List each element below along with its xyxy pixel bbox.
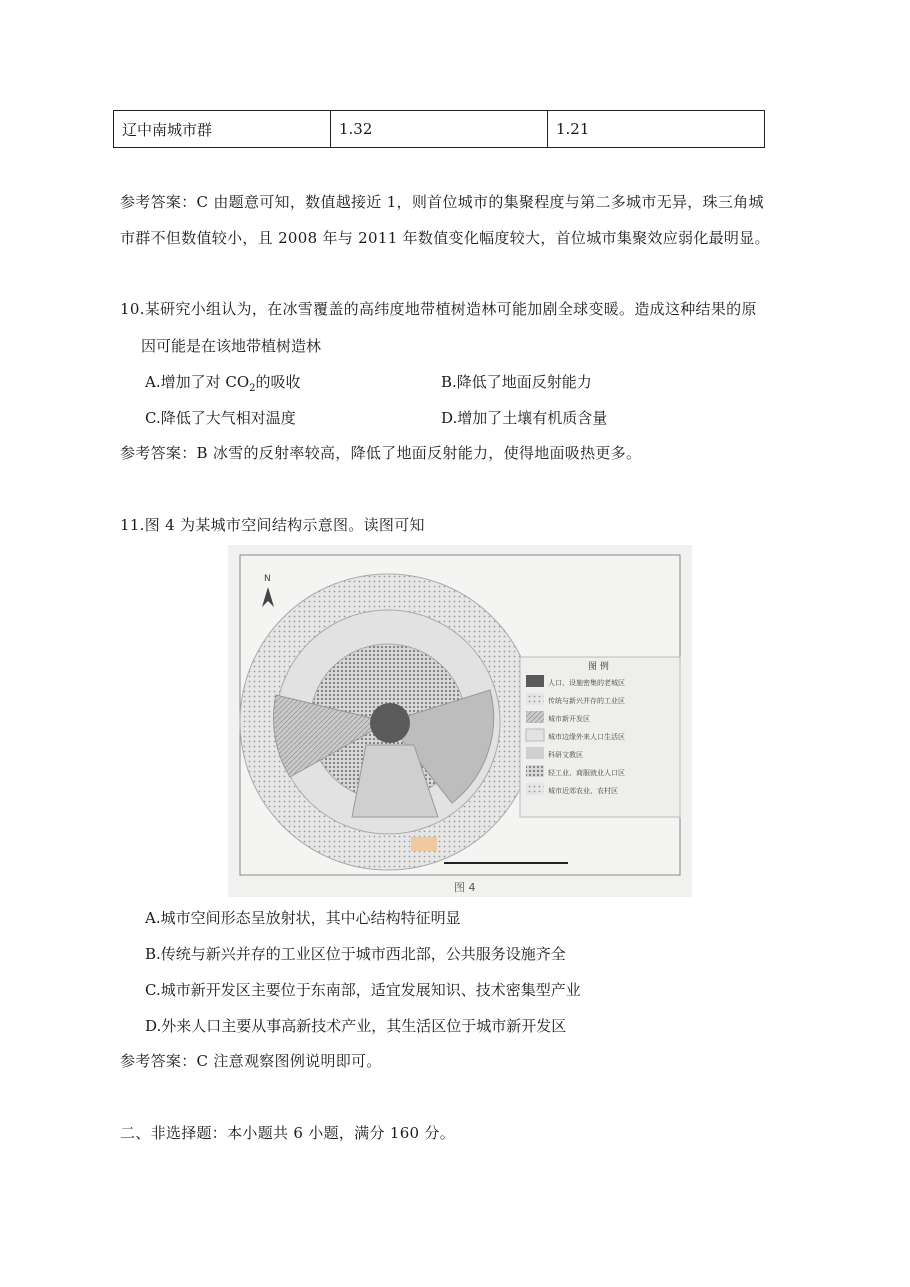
data-table <box>113 110 765 148</box>
table-cell-name: 辽中南城市群 <box>114 111 331 148</box>
q11-option-a: A.城市空间形态呈放射状，其中心结构特征明显 <box>145 909 461 927</box>
legend-swatch-2 <box>526 693 544 705</box>
q11-stem: 11.图 4 为某城市空间结构示意图。读图可知 <box>120 516 425 534</box>
q10-option-b: B.降低了地面反射能力 <box>441 373 592 391</box>
zone-old-city <box>370 703 410 743</box>
legend-swatch-5 <box>526 747 544 759</box>
q10-option-a-pre: A.增加了对 CO <box>145 373 250 391</box>
section2-heading: 二、非选择题：本小题共 6 小题，满分 160 分。 <box>120 1124 456 1142</box>
legend-label-2: 传统与新兴并存的工业区 <box>548 697 625 705</box>
city-structure-map <box>228 545 692 897</box>
q10-stem-line1: 10.某研究小组认为，在冰雪覆盖的高纬度地带植树造林可能加剧全球变暖。造成这种结果的原 <box>120 300 757 318</box>
q10-stem-line2: 因可能是在该地带植树造林 <box>141 337 322 355</box>
legend-label-4: 城市边缘外来人口生活区 <box>548 733 625 741</box>
q10-option-a-sub: 2 <box>249 383 256 394</box>
legend-swatch-4 <box>526 729 544 741</box>
q10-answer: 参考答案：B 冰雪的反射率较高，降低了地面反射能力，使得地面吸热更多。 <box>120 444 642 462</box>
legend-swatch-1 <box>526 675 544 687</box>
q9-answer-line1: 参考答案：C 由题意可知，数值越接近 1，则首位城市的集聚程度与第二多城市无异，珠三角城 <box>120 193 764 211</box>
q10-option-a-post: 的吸收 <box>255 373 301 391</box>
legend-label-7: 城市近郊农业、农村区 <box>548 787 618 795</box>
legend-title: 图 例 <box>588 662 609 672</box>
legend-swatch-6 <box>526 765 544 777</box>
table-row <box>114 111 765 148</box>
figure-caption: 图 4 <box>454 881 476 894</box>
legend-label-6: 轻工业、商服就业人口区 <box>548 769 625 777</box>
q10-option-c: C.降低了大气相对温度 <box>145 409 296 427</box>
q11-option-d: D.外来人口主要从事高新技术产业，其生活区位于城市新开发区 <box>145 1017 567 1035</box>
q11-answer: 参考答案：C 注意观察图例说明即可。 <box>120 1052 382 1070</box>
q10-option-a <box>145 371 301 394</box>
q9-answer-line2: 市群不但数值较小，且 2008 年与 2011 年数值变化幅度较大，首位城市集聚效应弱化最明显。 <box>120 229 770 247</box>
legend-label-1: 人口、设施密集的老城区 <box>548 679 625 687</box>
legend-label-5: 科研文教区 <box>548 751 583 759</box>
table-cell-2008: 1.32 <box>331 111 548 148</box>
q11-option-c: C.城市新开发区主要位于东南部，适宜发展知识、技术密集型产业 <box>145 981 581 999</box>
city-structure-figure <box>228 545 692 897</box>
north-label: N <box>264 574 271 584</box>
map-marker-patch <box>411 837 437 851</box>
table-cell-2011: 1.21 <box>548 111 765 148</box>
legend-swatch-3 <box>526 711 544 723</box>
map-legend <box>520 657 680 817</box>
legend-swatch-7 <box>526 783 544 795</box>
q10-option-d: D.增加了土壤有机质含量 <box>441 409 608 427</box>
q11-option-b: B.传统与新兴并存的工业区位于城市西北部，公共服务设施齐全 <box>145 945 566 963</box>
legend-label-3: 城市新开发区 <box>548 715 590 723</box>
